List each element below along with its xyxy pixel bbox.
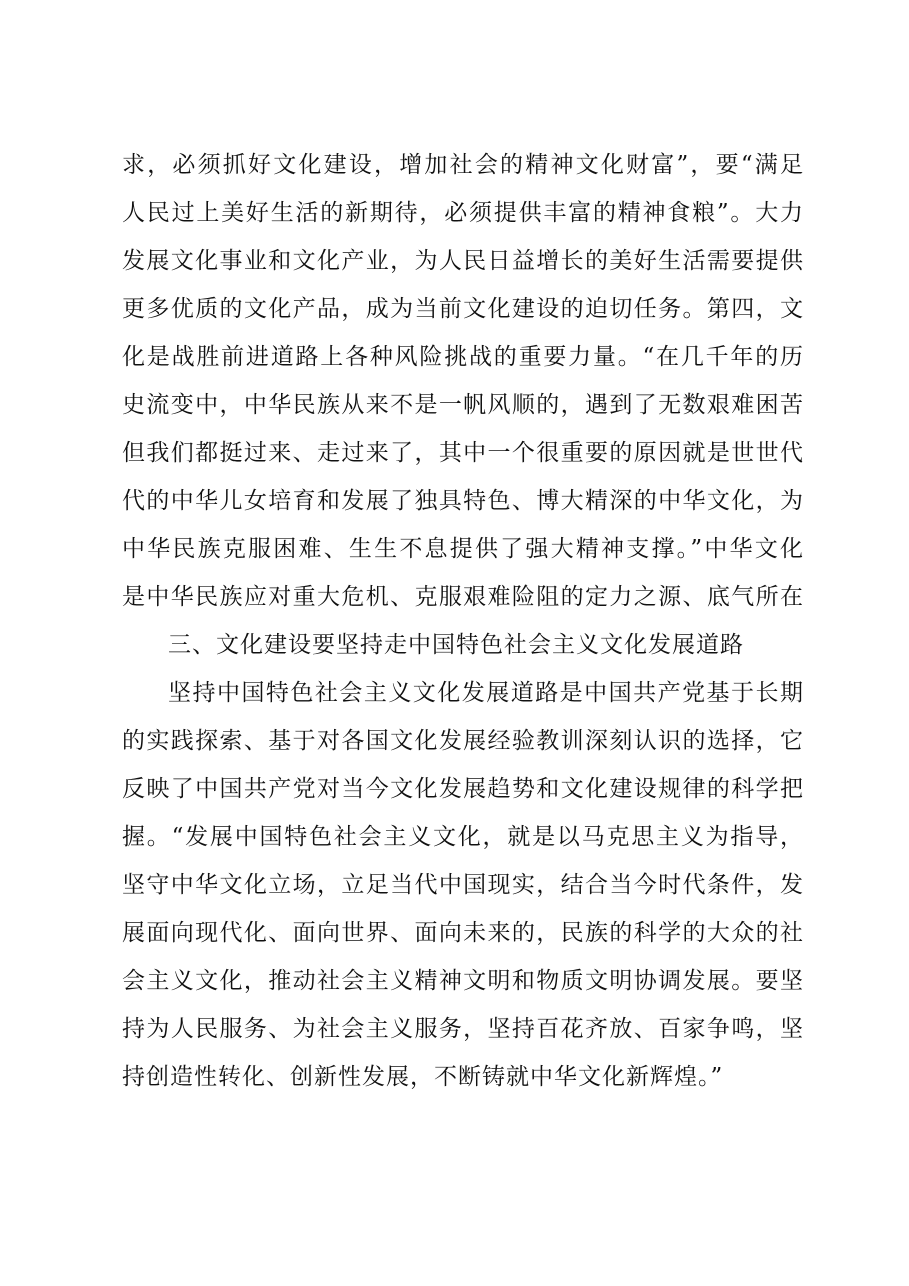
paragraph-line: 史流变中，中华民族从来不是一帆风顺的，遇到了无数艰难困苦 (122, 392, 804, 418)
paragraph-line: 持为人民服务、为社会主义服务，坚持百花齐放、百家争鸣，坚 (122, 1016, 804, 1042)
paragraph-line-last: 持创造性转化、创新性发展，不断铸就中华文化新辉煌。” (122, 1064, 724, 1090)
paragraph-line: 展面向现代化、面向世界、面向未来的，民族的科学的大众的社 (122, 920, 804, 946)
paragraph-line: 发展文化事业和文化产业，为人民日益增长的美好生活需要提供 (122, 248, 804, 274)
paragraph-line: 中华民族克服困难、生生不息提供了强大精神支撑。”中华文化 (122, 536, 804, 562)
paragraph-line: 会主义文化，推动社会主义精神文明和物质文明协调发展。要坚 (122, 968, 804, 994)
paragraph-line: 握。“发展中国特色社会主义文化，就是以马克思主义为指导， (122, 824, 804, 850)
paragraph-line: 是中华民族应对重大危机、克服艰难险阻的定力之源、底气所在 (122, 584, 804, 610)
paragraph-line: 求，必须抓好文化建设，增加社会的精神文化财富”，要“满足 (122, 152, 804, 178)
paragraph-line: 更多优质的文化产品，成为当前文化建设的迫切任务。第四，文 (122, 296, 804, 322)
paragraph-line: 的实践探索、基于对各国文化发展经验教训深刻认识的选择，它 (122, 728, 804, 754)
paragraph-line: 坚守中华文化立场，立足当代中国现实，结合当今时代条件，发 (122, 872, 804, 898)
paragraph-line: 化是战胜前进道路上各种风险挑战的重要力量。“在几千年的历 (122, 344, 804, 370)
paragraph-line: 代的中华儿女培育和发展了独具特色、博大精深的中华文化，为 (122, 488, 804, 514)
section-heading: 三、文化建设要坚持走中国特色社会主义文化发展道路 (168, 632, 744, 658)
paragraph-line: 但我们都挺过来、走过来了，其中一个很重要的原因就是世世代 (122, 440, 804, 466)
paragraph-line: 坚持中国特色社会主义文化发展道路是中国共产党基于长期 (168, 680, 804, 706)
paragraph-line: 反映了中国共产党对当今文化发展趋势和文化建设规律的科学把 (122, 776, 804, 802)
paragraph-line: 人民过上美好生活的新期待，必须提供丰富的精神食粮”。大力 (122, 200, 804, 226)
